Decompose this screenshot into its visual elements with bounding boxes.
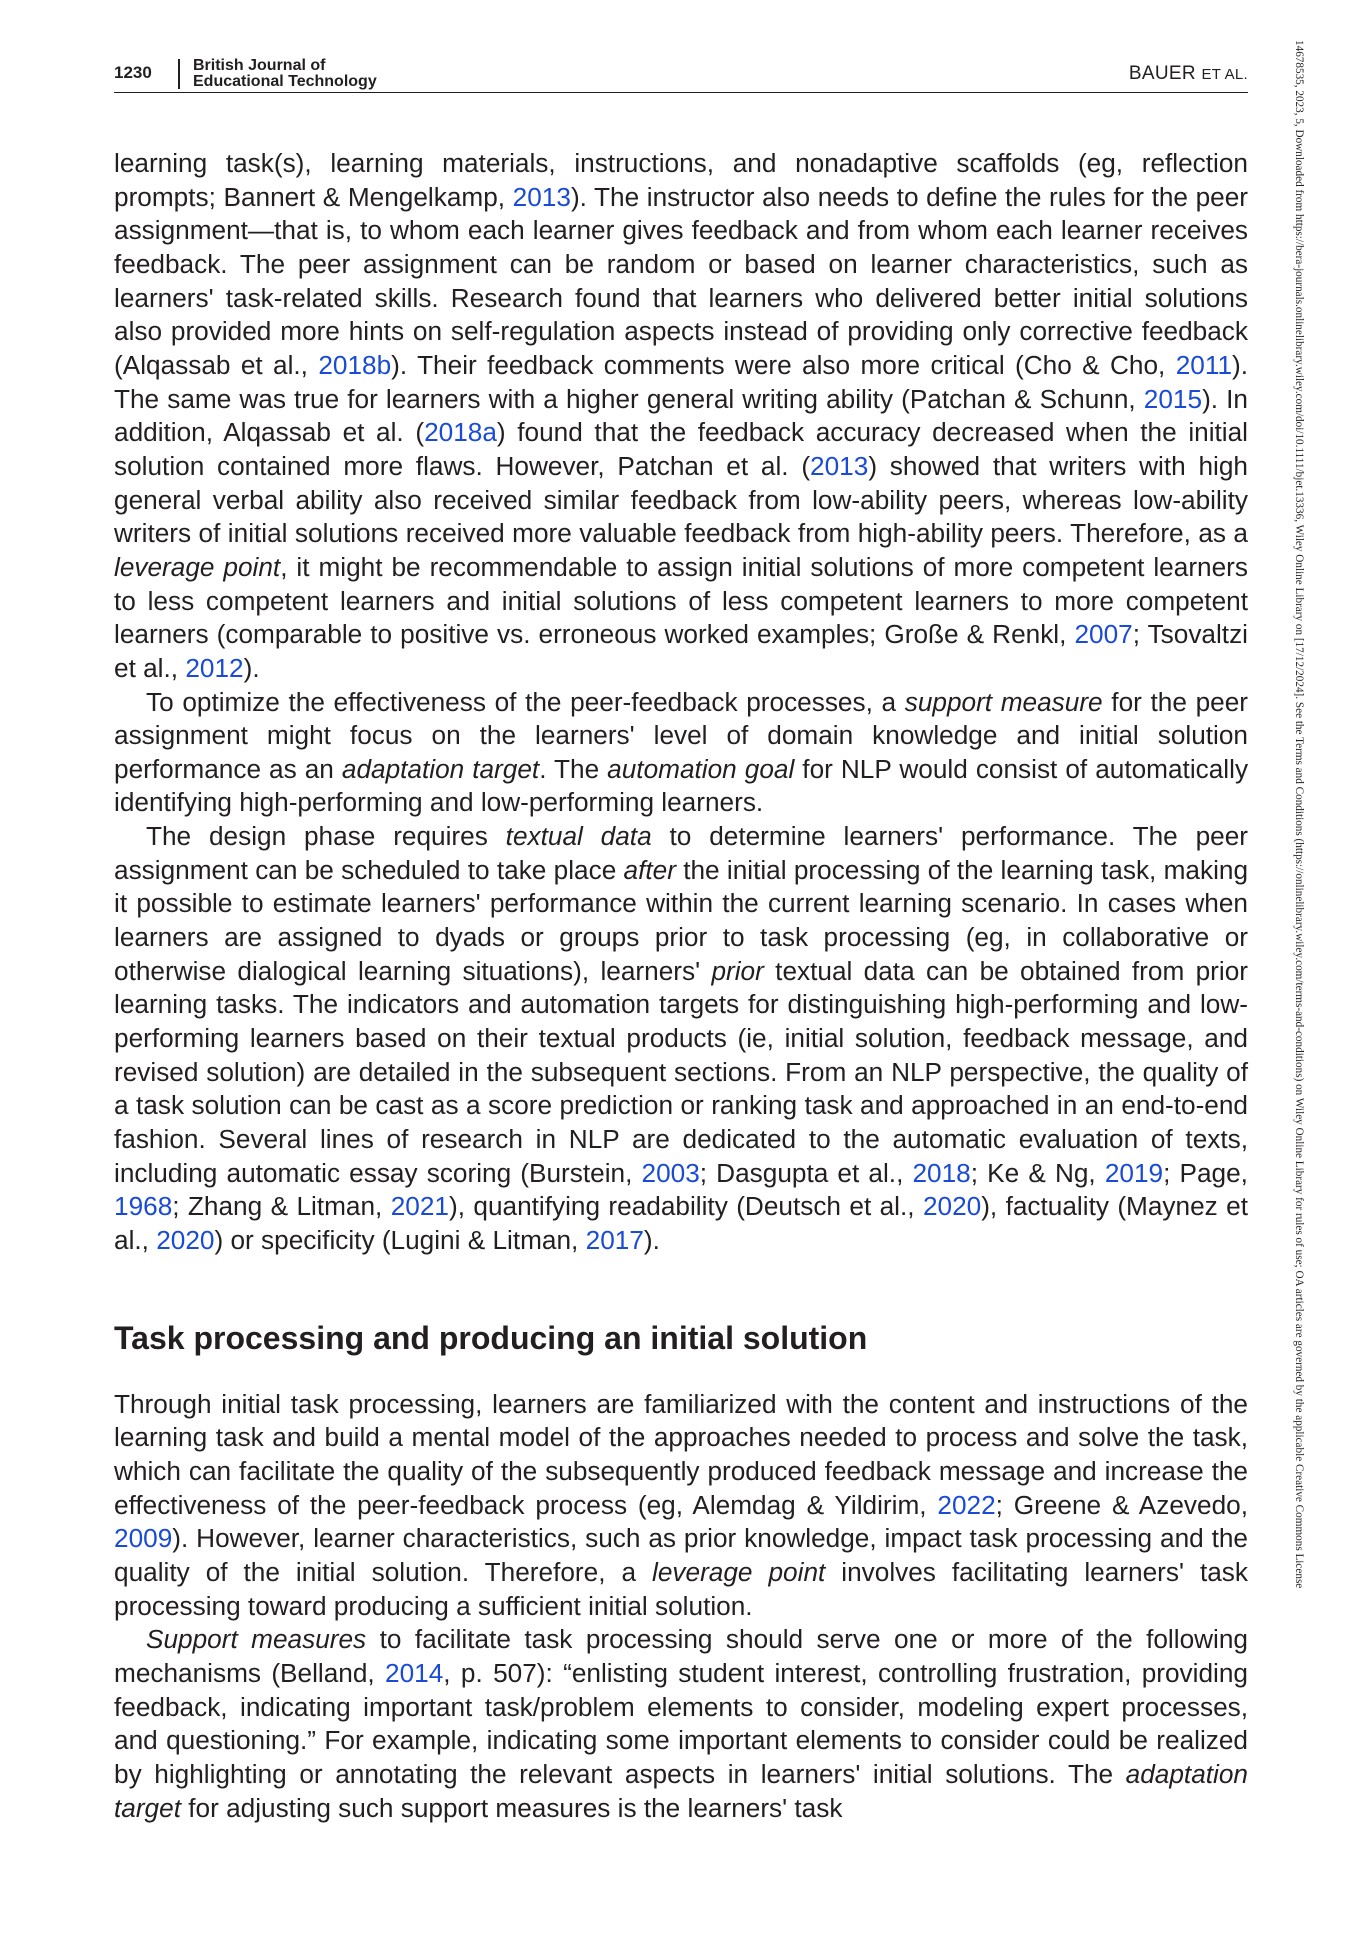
journal-name-line1: British Journal of [193, 57, 326, 74]
section-heading: Task processing and producing an initial solution [114, 1319, 868, 1356]
download-notice: 14678535, 2023, 5, Downloaded from https://bera-journals.onlinelibrary.wiley.com/doi/10.1111/bjet.13336, Wiley Online Library on [17/12/2024]. See the Terms and Conditions (https://onlinelibrary.wiley.com/terms-and-conditions) on Wiley Online Library for rules of use; OA articles are governed by the applicable Creative Commons License [1293, 40, 1305, 1589]
page-number: 1230 [114, 63, 152, 82]
citation-link[interactable]: 2012 [185, 652, 244, 683]
citation-link[interactable]: 2013 [512, 181, 571, 212]
citation-link[interactable]: 2011 [1175, 349, 1233, 380]
header-divider [178, 59, 180, 89]
citation-link[interactable]: 2021 [390, 1191, 449, 1222]
citation-link[interactable]: 1968 [114, 1191, 173, 1222]
citation-link[interactable]: 2022 [937, 1489, 996, 1520]
header-rule [114, 92, 1248, 93]
citation-link[interactable]: 2018 [912, 1157, 971, 1188]
citation-link[interactable]: 2014 [385, 1657, 444, 1688]
article-body [114, 147, 1248, 1825]
running-authors [1129, 63, 1248, 85]
paragraph-1: learning task(s), learning materials, instructions, and nonadaptive scaffolds (eg, reflection prompts; Bannert & Mengelkamp, 2013). The instructor also needs to define the rules for the peer assignment—that is, to whom each learner gives feedback and from whom each learner receives feedback. The peer assignment can be random or based on learner characteristics, such as learners' task-related skills. Research found that learners who delivered better initial solutions also provided more hints on self-regulation aspects instead of providing only corrective feedback (Alqassab et al., 2018b). Their feedback comments were also more critical (Cho & Cho, 2011). The same was true for learners with a higher general writing ability (Patchan & Schunn, 2015). In addition, Alqassab et al. (2018a) found that the feedback accuracy decreased when the initial solution contained more flaws. However, Patchan et al. (2013) showed that writers with high general verbal ability also received similar feedback from low-ability peers, whereas low-ability writers of initial solutions received more valuable feedback from high-ability peers. Therefore, as a leverage point, it might be recommendable to assign initial solutions of more competent learners to less competent learners and initial solutions of less competent learners to more competent learners (comparable to positive vs. erroneous worked examples; Große & Renkl, 2007; Tsovaltzi et al., 2012). [114, 148, 1249, 683]
citation-link[interactable]: 2015 [1143, 383, 1203, 414]
citation-link[interactable]: 2007 [1074, 619, 1133, 650]
citation-link[interactable]: 2020 [922, 1191, 982, 1222]
paragraph-4: Through initial task processing, learners are familiarized with the content and instructions of the learning task and build a mental model of the approaches needed to process and solve the task, which can facilitate the quality of the subsequently produced feedback message and increase the effectiveness of the peer-feedback process (eg, Alemdag & Yildirim, 2022; Greene & Azevedo, 2009). However, learner characteristics, such as prior knowledge, impact task processing and the quality of the initial solution. Therefore, a leverage point involves facilitating learners' task processing toward producing a sufficient initial solution. [114, 1388, 1248, 1621]
journal-name [193, 58, 377, 90]
journal-name-line2: Educational Technology [193, 73, 377, 90]
citation-link[interactable]: 2009 [114, 1523, 173, 1554]
authors-small: ET AL. [1201, 66, 1248, 83]
citation-link[interactable]: 2003 [641, 1157, 700, 1188]
citation-link[interactable]: 2019 [1104, 1157, 1164, 1188]
paragraph-5: Support measures to facilitate task processing should serve one or more of the following mechanisms (Belland, 2014, p. 507): “enlisting student interest, controlling frustration, providing feedback, indicating important task/problem elements to consider, modeling expert processes, and questioning.” For example, indicating some important elements to consider could be realized by highlighting or annotating the relevant aspects in learners' initial solutions. The adaptation target for adjusting such support measures is the learners' task [114, 1624, 1248, 1823]
citation-link[interactable]: 2017 [585, 1225, 644, 1255]
citation-link[interactable]: 2018a [424, 417, 497, 448]
paragraph-2: To optimize the effectiveness of the peer-feedback processes, a support measure for the peer assignment might focus on the learners' level of domain knowledge and initial solution performance as an adaptation target. The automation goal for NLP would consist of automatically identifying high-performing and low-performing learners. [114, 686, 1249, 818]
citation-link[interactable]: 2020 [156, 1225, 215, 1255]
citation-link[interactable]: 2018b [318, 349, 392, 380]
paragraph-3: The design phase requires textual data to determine learners' performance. The peer assignment can be scheduled to take place after the initial processing of the learning task, making it possible to estimate learners' performance within the current learning scenario. In cases when learners are assigned to dyads or groups prior to task processing (eg, in collaborative or otherwise dialogical learning situations), learners' prior textual data can be obtained from prior learning tasks. The indicators and automation targets for distinguishing high-performing and low-performing learners based on their textual products (ie, initial solution, feedback message, and revised solution) are detailed in the subsequent sections. From an NLP perspective, the quality of a task solution can be cast as a score prediction or ranking task and approached in an end-to-end fashion. Several lines of research in NLP are dedicated to the automatic evaluation of texts, including automatic essay scoring (Burstein, 2003; Dasgupta et al., 2018; Ke & Ng, 2019; Page, 1968; Zhang & Litman, 2021), quantifying readability (Deutsch et al., 2020), factuality (Maynez et al., 2020) or specificity (Lugini & Litman, 2017). [114, 821, 1249, 1255]
authors-main: BAUER [1128, 63, 1202, 84]
citation-link[interactable]: 2013 [810, 450, 869, 481]
page-header [114, 55, 1248, 95]
